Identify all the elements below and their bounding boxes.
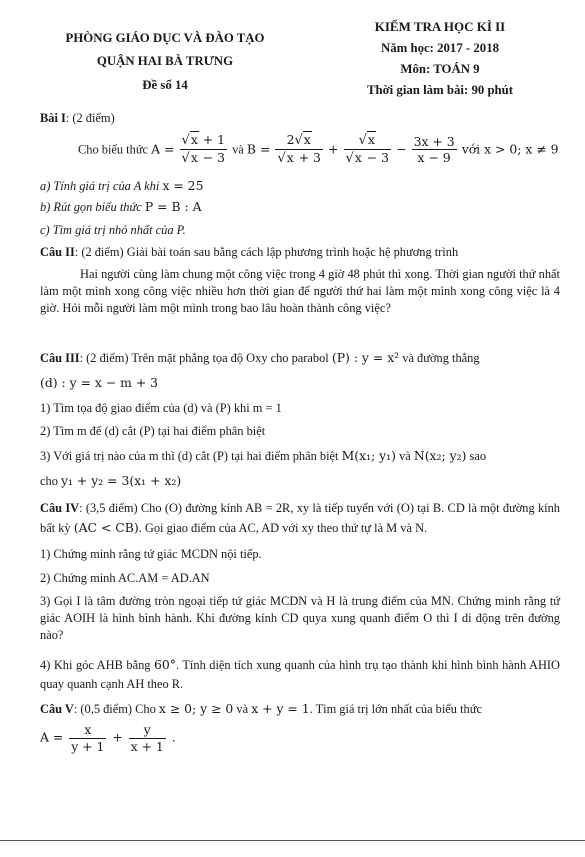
root-x: x: [190, 150, 198, 166]
bai2-body: Hai người cùng làm chung một công việc trong 4 giờ 48 phút thì xong. Thời gian người thứ nhất làm một mình xong công việc nhiều hơn thời gian để người thứ hai làm một mình xong công việc là 4 giờ. Hỏi mỗi người làm một mình trong bao lâu hoàn thành công việc?: [40, 267, 560, 315]
cho-word: cho: [40, 474, 58, 488]
sao-word: sao: [469, 449, 487, 463]
question-text: 3) Với giá trị nào của m thì (d) cắt (P) tại hai điểm phân biệt: [40, 449, 339, 463]
bai1-expression: [78, 132, 568, 168]
bai1-question-b: [40, 199, 560, 216]
header-left: [40, 30, 290, 100]
bai4-question-4: [40, 655, 560, 694]
point-m: M(x₁; y₁): [341, 448, 396, 463]
den-text: x + 1: [130, 738, 164, 754]
point-n: N(x₂; y₂): [413, 448, 467, 463]
root-x: x: [354, 150, 362, 166]
bai1-heading: [40, 110, 560, 127]
question-text: b) Rút gọn biểu thức: [40, 200, 142, 214]
root-x: x: [303, 132, 311, 147]
bai4-question-1: 1) Chứng minh rằng tứ giác MCDN nội tiếp.: [40, 547, 262, 561]
bai5-head: : (0,5 điểm) Cho: [73, 702, 156, 716]
bai5-expression: [40, 722, 560, 754]
expr-a-lhs: A =: [151, 141, 175, 157]
bai2-head: : (2 điểm) Giải bài toán sau bằng cách lập phương trình hoặc hệ phương trình: [74, 245, 459, 259]
plus-sign: +: [112, 729, 123, 745]
bai3-question-2: 2) Tìm m để (d) cắt (P) tại hai điểm phân biệt: [40, 424, 266, 438]
bai4-head2: . Gọi giao điểm của AC, AD với xy theo thứ tự là M và N.: [138, 521, 428, 535]
den-rest: + 3: [294, 150, 321, 166]
num-text: x: [69, 722, 106, 739]
district-name: QUẬN HAI BÀ TRƯNG: [96, 54, 234, 69]
school-year: Năm học: 2017 - 2018: [380, 40, 499, 55]
condition-2: x + y = 1: [251, 701, 310, 716]
minus-sign: −: [396, 141, 407, 157]
fraction-2: [129, 722, 166, 754]
den-rest: − 3: [362, 150, 389, 166]
and-word: và: [399, 449, 411, 463]
bai3-question-3: [40, 448, 560, 465]
line-d-eq: (d) : y = x − m + 3: [40, 375, 159, 390]
num-text: 3x + 3: [413, 133, 455, 149]
question-text-end: . Tính diện tích xung quanh của hình trụ tạo thành khi hình bình hành AHIO quay quanh cạnh AH theo R.: [40, 658, 560, 691]
parabola-eq: (P) : y = x²: [331, 350, 400, 365]
root-x: x: [286, 150, 294, 166]
condition: y₁ + y₂ = 3(x₁ + x₂): [61, 473, 182, 488]
and-line: và đường thẳng: [402, 351, 480, 365]
bai1-question-a: [40, 178, 560, 195]
bai1-intro: Cho biểu thức: [78, 142, 149, 157]
expr-b-lhs: B =: [246, 141, 271, 157]
time-limit: Thời gian làm bài: 90 phút: [366, 83, 514, 98]
bai4-heading: [40, 498, 560, 538]
question-math: x = 25: [162, 178, 204, 193]
bai1-points: : (2 điểm): [65, 111, 115, 125]
den-text: y + 1: [71, 738, 105, 754]
question-text: 4) Khi góc AHB bằng: [40, 658, 151, 672]
bai5-title: Câu V: [40, 702, 74, 716]
bai3-heading: [40, 350, 560, 367]
root-x: x: [367, 132, 375, 147]
bai5-heading: [40, 701, 560, 718]
bai3-title: Câu III: [40, 351, 80, 365]
root-x: x: [190, 132, 198, 147]
num-text: y: [129, 722, 166, 739]
bai4-cond: (AC < CB): [73, 520, 139, 535]
department-name: PHÒNG GIÁO DỤC VÀ ĐÀO TẠO: [65, 31, 265, 45]
fraction-b3: [412, 134, 457, 166]
num-rest: + 1: [198, 132, 225, 147]
num-coef: 2: [286, 132, 295, 147]
angle-value: 60°: [154, 657, 176, 672]
bai2-title: Câu II: [40, 245, 75, 259]
bai4-head: : (3,5 điểm) Cho (O) đường kính AB = 2R, xy là tiếp tuyến với (O) tại B. CD là một đường kính bất kỳ: [40, 501, 560, 535]
bai4-title: Câu IV: [40, 501, 80, 515]
bai4-question-3: 3) Gọi I là tâm đường tròn ngoại tiếp tứ giác MCDN và H là trung điểm của MN. Chứng minh rằng tứ giác AOIH là hình bình hành. Khi đường kính CD quya xung quanh điểm O thì I di động trên đường nào?: [40, 594, 560, 642]
fraction-b2: $\frac{√x}{√x - 3}$: [345, 132, 389, 167]
bai2-heading: [40, 244, 560, 261]
bai1-question-c: c) Tìm giá trị nhỏ nhất của P.: [40, 223, 186, 237]
period: .: [171, 729, 176, 745]
and-word: và: [232, 142, 244, 157]
and-word: và: [236, 702, 249, 716]
fraction-b1: $\frac{2√x}{√x + 3}$: [277, 132, 321, 167]
den-text: x − 9: [417, 150, 451, 166]
condition: với x > 0; x ≠ 9: [461, 141, 559, 157]
bai3-question-1: 1) Tìm tọa độ giao điểm của (d) và (P) khi m = 1: [40, 401, 282, 415]
expr-lhs: A =: [40, 729, 64, 745]
bai3-question-3-cond: [40, 473, 560, 490]
question-text: a) Tính giá trị của A khi: [40, 179, 160, 193]
bai4-question-2: 2) Chứng minh AC.AM = AD.AN: [40, 571, 210, 585]
bai3-head: : (2 điểm) Trên mặt phẳng tọa độ Oxy cho parabol: [79, 351, 329, 365]
bai1-title: Bài I: [40, 111, 66, 125]
fraction-1: [69, 722, 106, 754]
bai5-tail: . Tìm giá trị lớn nhất của biểu thức: [309, 702, 482, 716]
exam-number: Đề số 14: [142, 77, 188, 92]
question-math: P = B : A: [144, 199, 202, 214]
subject: Môn: TOÁN 9: [400, 61, 480, 76]
header-right: [330, 18, 550, 103]
bottom-rule: [0, 840, 585, 841]
plus-sign: +: [328, 141, 339, 157]
den-rest: − 3: [198, 150, 225, 166]
fraction-a: $\frac{√x + 1}{√x - 3}$: [181, 132, 225, 167]
exam-title: KIỂM TRA HỌC KÌ II: [374, 19, 506, 34]
condition-1: x ≥ 0; y ≥ 0: [158, 701, 234, 716]
